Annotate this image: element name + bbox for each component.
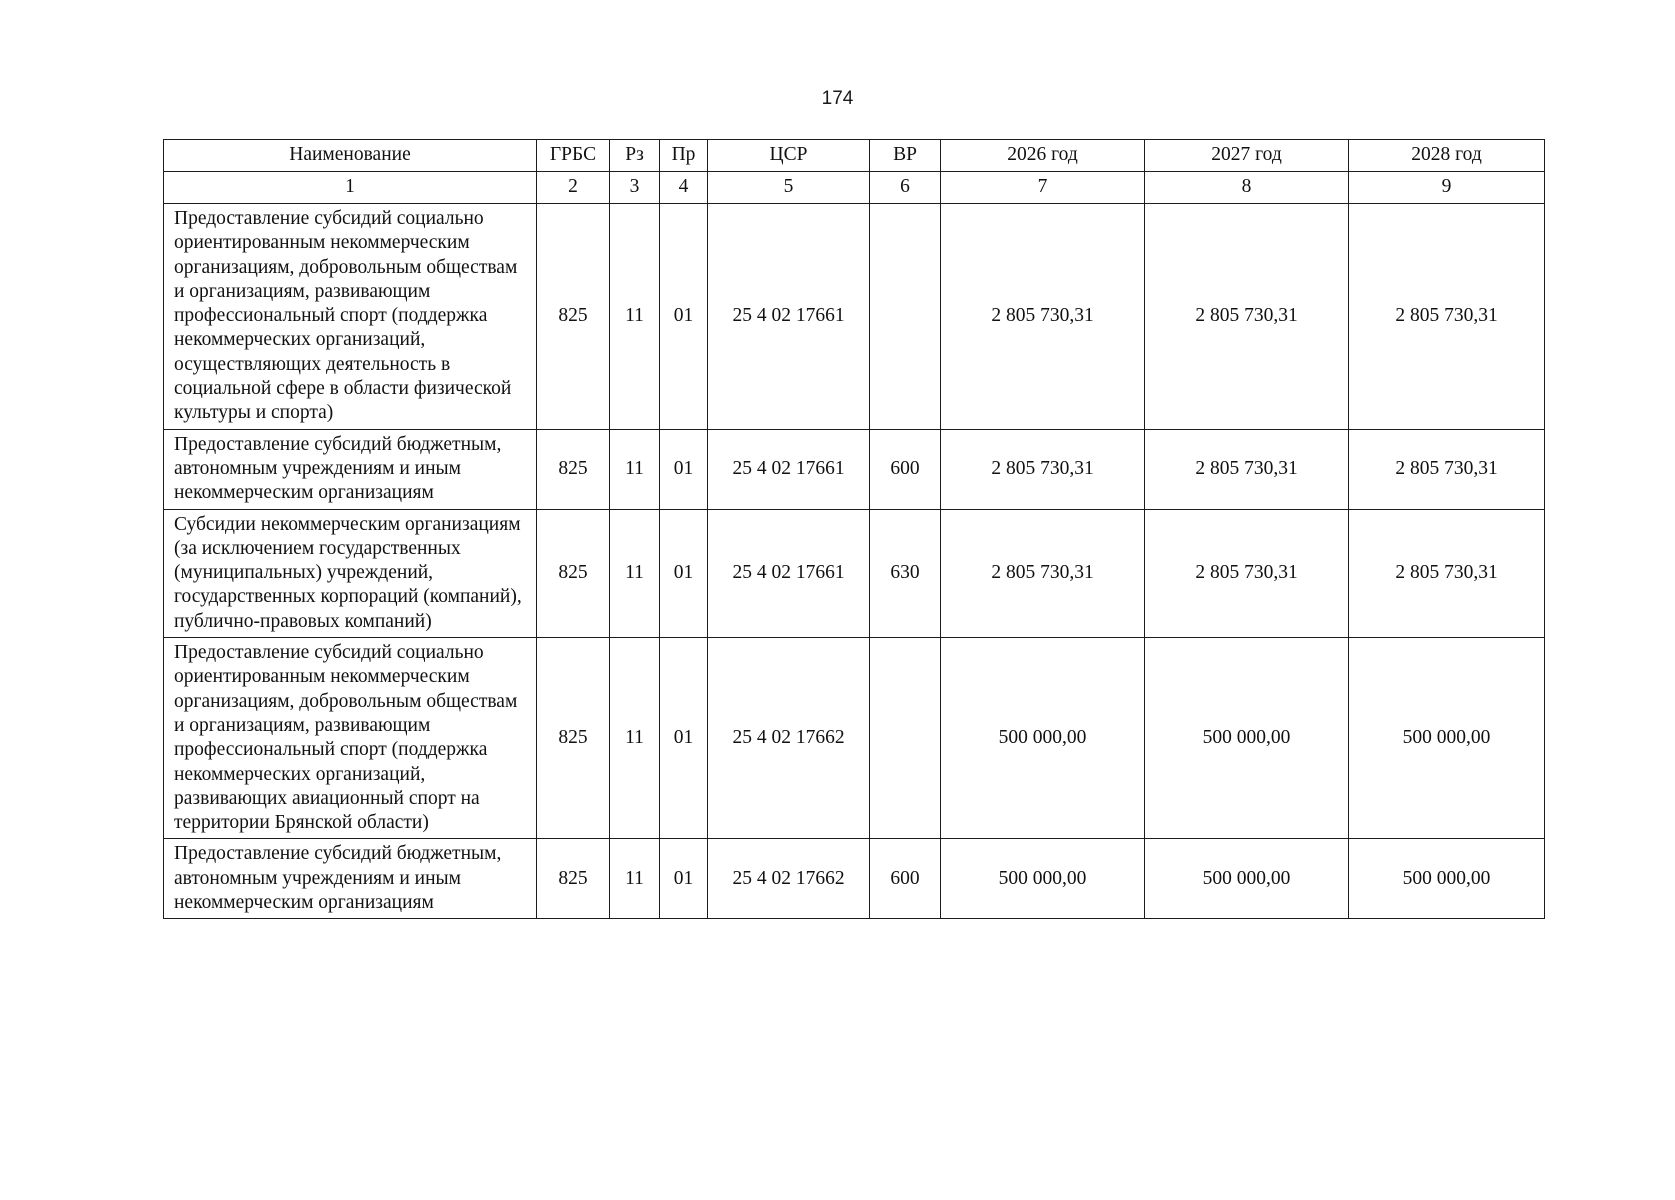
row-pr: 01	[660, 204, 708, 430]
row-pr: 01	[660, 638, 708, 839]
row-amount-2028: 2 805 730,31	[1349, 429, 1545, 509]
column-number: 9	[1349, 172, 1545, 204]
row-vr	[870, 638, 941, 839]
row-name: Предоставление субсидий социально ориентированным некоммерческим организациям, добровольным обществам и организациям, развивающим профессиональный спорт (поддержка некоммерческих организаций, развивающих авиационный спорт на территории Брянской области)	[164, 638, 537, 839]
row-amount-2026: 2 805 730,31	[941, 204, 1145, 430]
column-number-row	[164, 172, 1545, 204]
row-vr: 630	[870, 509, 941, 637]
page-number: 174	[821, 88, 854, 109]
row-pr: 01	[660, 509, 708, 637]
row-csr: 25 4 02 17661	[708, 509, 870, 637]
row-rz: 11	[610, 509, 660, 637]
row-csr: 25 4 02 17662	[708, 839, 870, 919]
row-amount-2027: 2 805 730,31	[1145, 509, 1349, 637]
row-amount-2028: 2 805 730,31	[1349, 204, 1545, 430]
table-row	[164, 509, 1545, 637]
header-pr: Пр	[660, 140, 708, 172]
header-csr: ЦСР	[708, 140, 870, 172]
row-rz: 11	[610, 638, 660, 839]
row-name: Субсидии некоммерческим организациям (за исключением государственных (муниципальных) учреждений, государственных корпораций (компаний), публично-правовых компаний)	[164, 509, 537, 637]
header-name: Наименование	[164, 140, 537, 172]
row-amount-2026: 2 805 730,31	[941, 509, 1145, 637]
row-grbs: 825	[537, 429, 610, 509]
table-row	[164, 204, 1545, 430]
row-csr: 25 4 02 17661	[708, 204, 870, 430]
row-csr: 25 4 02 17662	[708, 638, 870, 839]
row-name: Предоставление субсидий бюджетным, автономным учреждениям и иным некоммерческим организациям	[164, 839, 537, 919]
row-grbs: 825	[537, 839, 610, 919]
column-number: 1	[164, 172, 537, 204]
column-number: 3	[610, 172, 660, 204]
row-grbs: 825	[537, 204, 610, 430]
table-row	[164, 638, 1545, 839]
header-vr: ВР	[870, 140, 941, 172]
row-amount-2026: 2 805 730,31	[941, 429, 1145, 509]
row-grbs: 825	[537, 638, 610, 839]
row-rz: 11	[610, 204, 660, 430]
row-amount-2027: 2 805 730,31	[1145, 429, 1349, 509]
table-row	[164, 429, 1545, 509]
table-row	[164, 839, 1545, 919]
header-2027: 2027 год	[1145, 140, 1349, 172]
row-vr	[870, 204, 941, 430]
column-number: 4	[660, 172, 708, 204]
row-amount-2027: 500 000,00	[1145, 839, 1349, 919]
row-vr: 600	[870, 429, 941, 509]
column-number: 5	[708, 172, 870, 204]
column-number: 7	[941, 172, 1145, 204]
row-rz: 11	[610, 839, 660, 919]
row-amount-2028: 2 805 730,31	[1349, 509, 1545, 637]
column-number: 8	[1145, 172, 1349, 204]
header-2026: 2026 год	[941, 140, 1145, 172]
row-pr: 01	[660, 839, 708, 919]
row-amount-2028: 500 000,00	[1349, 638, 1545, 839]
row-vr: 600	[870, 839, 941, 919]
row-amount-2027: 500 000,00	[1145, 638, 1349, 839]
row-amount-2026: 500 000,00	[941, 638, 1145, 839]
header-grbs: ГРБС	[537, 140, 610, 172]
budget-table	[163, 139, 1545, 919]
row-amount-2028: 500 000,00	[1349, 839, 1545, 919]
row-rz: 11	[610, 429, 660, 509]
header-2028: 2028 год	[1349, 140, 1545, 172]
row-grbs: 825	[537, 509, 610, 637]
column-number: 2	[537, 172, 610, 204]
row-amount-2027: 2 805 730,31	[1145, 204, 1349, 430]
row-amount-2026: 500 000,00	[941, 839, 1145, 919]
row-csr: 25 4 02 17661	[708, 429, 870, 509]
header-row	[164, 140, 1545, 172]
header-rz: Рз	[610, 140, 660, 172]
row-pr: 01	[660, 429, 708, 509]
row-name: Предоставление субсидий социально ориентированным некоммерческим организациям, добровольным обществам и организациям, развивающим профессиональный спорт (поддержка некоммерческих организаций, осуществляющих деятельность в социальной сфере в области физической культуры и спорта)	[164, 204, 537, 430]
column-number: 6	[870, 172, 941, 204]
row-name: Предоставление субсидий бюджетным, автономным учреждениям и иным некоммерческим организациям	[164, 429, 537, 509]
